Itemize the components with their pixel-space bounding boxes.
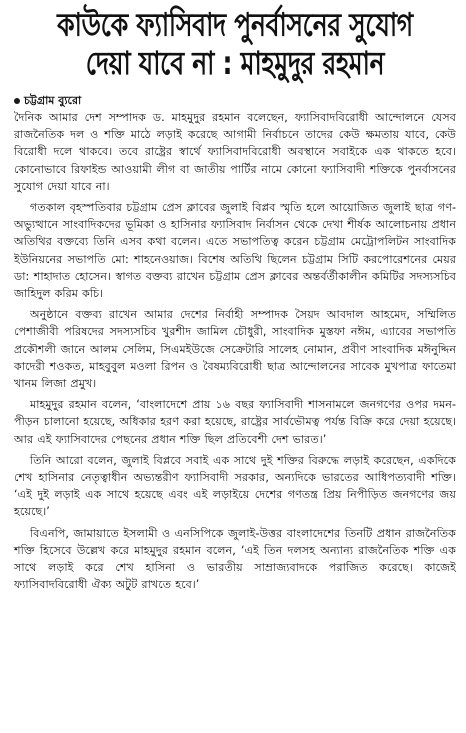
paragraph-3: অনুষ্ঠানে বক্তব্য রাখেন আমার দেশের নির্বাহী সম্পাদক সৈয়দ আবদাল আহমেদ, সম্মিলিত পেশাজীবী পরিষদের সদস্যসচিব খুরশীদ জামিল চৌধুরী, সাংবাদিক মুস্তফা নঈম, এ্যাবের সভাপতি প্রকৌশলী জানে আলম সেলিম, সিএমইউজে সেক্রেটারি সালেহ নোমান, প্রবীণ সাংবাদিক মঈনুদ্দিন কাদেরী শওকত, মাহবুবুল মওলা রিপন ও বৈষম্যবিরোধী ছাত্র আন্দোলনের সাবেক মুখপাত্র ফাতেমা খানম লিজা প্রমুখ। — [14, 308, 456, 391]
paragraph-4: মাহমুদুর রহমান বলেন, ‘বাংলাদেশে প্রায় ১৬ বছর ফ্যাসিবাদী শাসনামলে জনগণের ওপর দমন-পীড়ন চালানো হয়েছে, অধিকার হরণ করা হয়েছে, রাষ্ট্রের সার্বভৌমত্ব পর্যন্ত বিক্রি করে দেয়া হয়েছে। আর এই ফ্যাসিবাদের পেছনের প্রধান শক্তি ছিল প্রতিবেশী দেশ ভারত।’ — [14, 398, 456, 446]
headline-line-1: কাউকে ফ্যাসিবাদ পুনর্বাসনের সুযোগ — [57, 6, 413, 44]
dateline-text: চট্টগ্রাম ব্যুরো — [24, 94, 82, 107]
paragraph-1: দৈনিক আমার দেশ সম্পাদক ড. মাহমুদুর রহমান বলেছেন, ফ্যাসিবাদবিরোধী আন্দোলনে যেসব রাজনৈতিক দল ও শক্তি মাঠে লড়াই করেছে আগামী নির্বাচনে তাদের কেউ ক্ষমতায় যাবে, কেউ বিরোধী দলে থাকবে। তবে রাষ্ট্রের স্বার্থে ফ্যাসিবাদবিরোধী অবস্থানে সবাইকে এক থাকতে হবে। কোনোভাবে রিফাইন্ড আওয়ামী লীগ বা জাতীয় পার্টির নামে কোনো ফ্যাসিবাদী শক্তিকে পুনর্বাসনের সুযোগ দেয়া যাবে না। — [14, 111, 456, 193]
headline-line-2: দেয়া যাবে না : মাহমুদুর রহমান — [85, 44, 385, 82]
bullet-icon — [14, 98, 20, 104]
paragraph-2: গতকাল বৃহস্পতিবার চট্টগ্রাম প্রেস ক্লাবের জুলাই বিপ্লব স্মৃতি হলে আয়োজিত জুলাই ছাত্র গণ-অভ্যুত্থানে সাংবাদিকদের ভূমিকা ও হাসিনার ফ্যাসিবাদ নির্বাসন থেকে দেখা শীর্ষক আলোচনায় প্রধান অতিথির বক্তব্যে তিনি এসব কথা বলেন। এতে সভাপতিত্ব করেন চট্টগ্রাম মেট্রোপলিটন সাংবাদিক ইউনিয়নের সভাপতি মো: শাহনেওয়াজ। বিশেষ অতিথি ছিলেন চট্টগ্রাম সিটি করপোরেশনের মেয়র ডা: শাহাদাত হোসেন। স্বাগত বক্তব্য রাখেন চট্টগ্রাম প্রেস ক্লাবের অন্তর্বর্তীকালীন কমিটির সদস্যসচিব জাহিদুল করিম কচি। — [14, 201, 456, 301]
dateline — [14, 94, 456, 108]
headline — [14, 6, 456, 83]
paragraph-5: তিনি আরো বলেন, জুলাই বিপ্লবে সবাই এক সাথে দুই শক্তির বিরুদ্ধে লড়াই করেছেন, একদিকে শেখ হাসিনার নেতৃত্বাধীন অভ্যন্তরীণ ফ্যাসিবাদী সরকার, অন্যদিকে ভারতের আধিপত্যবাদী শক্তি। ‘এই দুই লড়াই এক সাথে হয়েছে এবং এই লড়াইয়ে দেশের গণতন্ত্র প্রিয় নিপীড়িত জনগণের জয় হয়েছে।’ — [14, 453, 456, 519]
paragraph-6: বিএনপি, জামায়াতে ইসলামী ও এনসিপিকে জুলাই-উত্তর বাংলাদেশের তিনটি প্রধান রাজনৈতিক শক্তি হিসেবে উল্লেখ করে মাহমুদুর রহমান বলেন, ‘এই তিন দলসহ অন্যান্য রাজনৈতিক শক্তি এক সাথে লড়াই করে শেখ হাসিনা ও ভারতীয় সাম্রাজ্যবাদকে পরাজিত করেছে। কাজেই ফ্যাসিবাদবিরোধী ঐক্য অটুট রাখতে হবে।’ — [14, 526, 456, 592]
article-body — [14, 109, 456, 593]
